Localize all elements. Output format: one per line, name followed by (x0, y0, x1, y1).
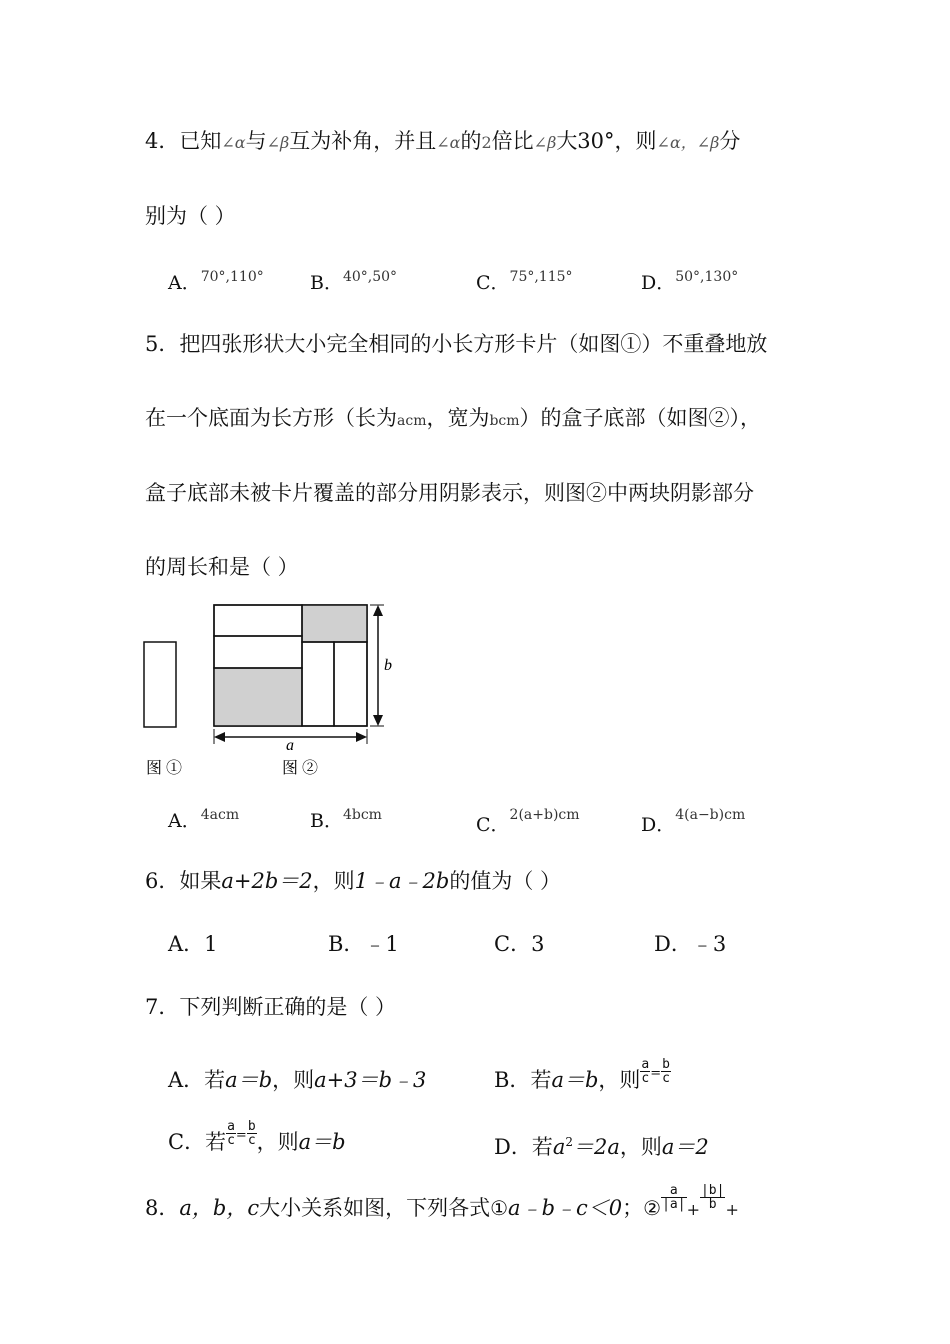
option-expr: a+3＝b﹣3 (314, 1068, 427, 1092)
shaded-region-top (302, 605, 367, 642)
q4-option-d[interactable] (641, 268, 738, 296)
angle-alpha: ∠α (436, 133, 461, 152)
option-label: A． (168, 810, 201, 832)
q4-text: 倍比 (491, 129, 534, 153)
option-label: C． (494, 932, 532, 956)
option-expr: a＝b (298, 1130, 346, 1154)
q4-number: 4． (145, 129, 180, 153)
q8-number: 8． (145, 1196, 180, 1220)
q7-option-b[interactable] (494, 1057, 671, 1098)
dimension-b-label: b (384, 657, 392, 674)
option-value: 4(a−b)cm (675, 807, 746, 823)
option-value: 2(a+b)cm (509, 807, 580, 823)
equals-sign: = (235, 1128, 247, 1143)
q5-option-d[interactable] (641, 806, 745, 838)
q5-text: ）的盒子底部（如图②）， (519, 406, 762, 430)
option-value: ﹣1 (364, 932, 399, 956)
fraction-a-over-c: $\frac{a}{c}$ (641, 1057, 650, 1086)
q5-option-a[interactable] (168, 806, 239, 834)
q5-line4: 的周长和是（ ） (145, 555, 299, 579)
option-label: B． (328, 932, 365, 956)
option-value: 4acm (200, 807, 240, 823)
q7-option-d[interactable] (494, 1128, 709, 1161)
q4-text: 大30°，则 (556, 129, 657, 153)
option-value: 40°,50° (342, 269, 398, 285)
card-horizontal-2 (214, 636, 302, 668)
fraction-abs-b-over-b: $\frac{|b|}{b}$ (700, 1183, 725, 1212)
q5-text: 把四张形状大小完全相同的小长方形卡片（如图①）不重叠地放 (179, 332, 768, 356)
circled-one: ① (490, 1196, 509, 1220)
option-label: A． (168, 932, 205, 956)
q6-option-d[interactable] (654, 930, 726, 958)
option-expr: ＝2a (573, 1135, 620, 1159)
option-label: D． (494, 1135, 532, 1159)
q8-text: ； (622, 1196, 644, 1220)
figure2-caption: 图 ② (282, 760, 319, 777)
q4-text: 分 (719, 129, 741, 153)
q7-option-a[interactable] (168, 1066, 426, 1094)
q5-option-b[interactable] (310, 806, 382, 834)
plus-sign: + (725, 1200, 739, 1219)
q6-text: ，则 (312, 869, 355, 893)
option-label: A． (168, 1068, 205, 1092)
circled-two: ② (643, 1196, 662, 1220)
option-text: ，则 (272, 1068, 315, 1092)
shaded-region-bottom (214, 668, 302, 726)
option-text: 若 (205, 1130, 227, 1154)
option-text: ，则 (256, 1130, 299, 1154)
q4-text: 已知 (179, 129, 222, 153)
option-label: B． (310, 272, 343, 294)
plus-sign: + (686, 1200, 700, 1219)
card-vertical-2 (334, 642, 367, 726)
option-expr: a (552, 1135, 566, 1159)
q7-number: 7． (145, 995, 180, 1019)
option-label: C． (476, 272, 510, 294)
angle-list: ∠α，∠β (656, 133, 720, 152)
option-value: 3 (531, 932, 545, 956)
figure1-caption: 图 ① (146, 760, 183, 777)
option-text: 若 (530, 1068, 552, 1092)
fraction-a-over-c: $\frac{a}{c}$ (227, 1119, 235, 1148)
q8-line (145, 1183, 739, 1224)
option-value: 70°,110° (200, 269, 264, 285)
q4-option-c[interactable] (476, 268, 573, 296)
q4-option-a[interactable] (168, 268, 264, 296)
q6-line (145, 867, 561, 895)
option-expr: a＝2 (661, 1135, 709, 1159)
q8-text: 大小关系如图，下列各式 (259, 1196, 491, 1220)
q6-text: 的值为（ ） (449, 869, 562, 893)
figure1-card (144, 642, 176, 727)
angle-beta: ∠β (533, 133, 557, 152)
option-value: 50°,130° (675, 269, 739, 285)
option-value: ﹣3 (691, 932, 727, 956)
option-value: 75°,115° (509, 269, 573, 285)
dimension-a-label: a (286, 737, 294, 754)
q6-expr: 1﹣a﹣2b (354, 869, 450, 893)
fraction-b-over-c: $\frac{b}{c}$ (662, 1057, 670, 1086)
q4-text: 的 (460, 129, 482, 153)
q5-line1 (145, 330, 767, 358)
option-label: B． (310, 810, 343, 832)
q5-line2 (145, 404, 761, 432)
q5-bcm: bcm (489, 413, 520, 429)
q5-text: ，宽为 (426, 406, 490, 430)
q4-text: 与 (245, 129, 267, 153)
angle-alpha: ∠α (221, 133, 246, 152)
q6-number: 6． (145, 869, 180, 893)
q6-expr: a+2b＝2 (221, 869, 313, 893)
q5-figure (140, 598, 400, 783)
option-text: 若 (531, 1135, 553, 1159)
exponent: 2 (565, 1135, 574, 1149)
option-value: 1 (204, 932, 218, 956)
option-expr: a＝b (551, 1068, 599, 1092)
option-text: 若 (204, 1068, 226, 1092)
option-label: D． (641, 272, 676, 294)
q7-line (145, 993, 396, 1021)
q8-expr: a﹣b﹣c＜0 (508, 1196, 623, 1220)
q4-line1 (145, 127, 740, 157)
q4-line2: 别为（ ） (145, 204, 236, 228)
option-label: C． (168, 1130, 206, 1154)
q7-text: 下列判断正确的是（ ） (179, 995, 397, 1019)
option-text: ，则 (598, 1068, 641, 1092)
q4-two: 2 (481, 133, 492, 152)
q5-text: 在一个底面为长方形（长为 (145, 406, 397, 430)
option-label: B． (494, 1068, 531, 1092)
fraction-b-over-c: $\frac{b}{c}$ (247, 1119, 256, 1148)
option-value: 4bcm (342, 807, 382, 823)
fraction-a-over-abs-a: $\frac{a}{|a|}$ (662, 1183, 686, 1212)
q6-text: 如果 (179, 869, 222, 893)
q6-option-c[interactable] (494, 930, 544, 958)
angle-beta: ∠β (266, 133, 290, 152)
q4-text: 互为补角，并且 (289, 129, 437, 153)
q6-option-a[interactable] (168, 930, 218, 958)
option-label: D． (641, 814, 676, 836)
q5-number: 5． (145, 332, 180, 356)
q7-option-c[interactable] (168, 1119, 346, 1160)
q5-option-c[interactable] (476, 806, 580, 838)
q5-line3: 盒子底部未被卡片覆盖的部分用阴影表示，则图②中两块阴影部分 (145, 481, 754, 505)
card-horizontal-1 (214, 605, 302, 636)
option-label: D． (654, 932, 692, 956)
q6-option-b[interactable] (328, 930, 399, 958)
equals-sign: = (650, 1066, 662, 1081)
q8-vars: a，b，c (179, 1196, 260, 1220)
q5-acm: acm (397, 413, 427, 429)
option-text: ，则 (619, 1135, 662, 1159)
option-label: C． (476, 814, 510, 836)
card-vertical-1 (302, 642, 334, 726)
option-label: A． (168, 272, 201, 294)
q4-option-b[interactable] (310, 268, 397, 296)
option-expr: a＝b (225, 1068, 273, 1092)
